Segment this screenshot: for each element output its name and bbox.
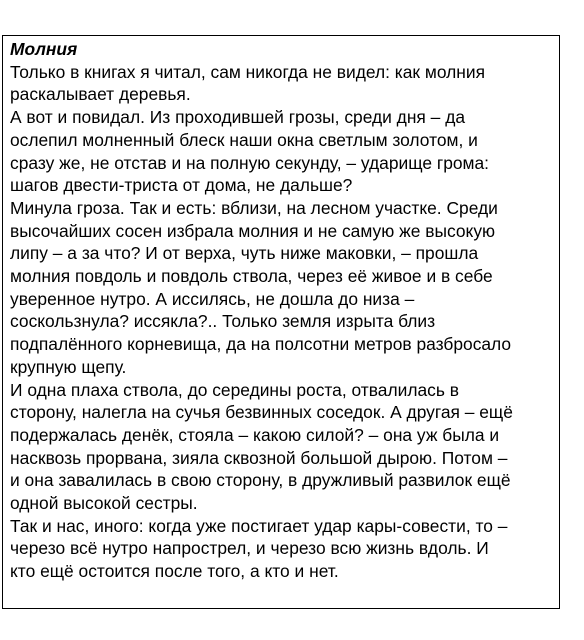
text-line: крупную щепу. <box>10 356 127 377</box>
text-box <box>2 35 560 609</box>
text-line: раскалывает деревья. <box>10 84 191 105</box>
text-line: кто ещё остоится после того, а кто и нет. <box>10 561 339 582</box>
text-line: сторону, налегла на сучья безвинных соседок. А другая – ещё <box>10 402 513 423</box>
text-line: А вот и повидал. Из проходившей грозы, среди дня – да <box>10 107 466 128</box>
text-line: высочайших сосен избрала молния и не самую же высокую <box>10 220 496 241</box>
text-line: черезо всё нутро напрострел, и черезо всю жизнь вдоль. И <box>10 538 489 559</box>
text-line: одной высокой сестры. <box>10 493 198 514</box>
text-line: Минула гроза. Так и есть: вблизи, на лесном участке. Среди <box>10 197 498 218</box>
text-line: Так и нас, иного: когда уже постигает удар кары-совести, то – <box>10 515 508 536</box>
text-line: и она завалилась в свою сторону, в дружливый развилок ещё <box>10 470 511 491</box>
text-line: подпалённого корневища, да на полсотни метров разбросало <box>10 334 512 355</box>
text-line: молния повдоль и повдоль ствола, через её живое и в себе <box>10 266 493 287</box>
text-line: липу – а за что? И от верха, чуть ниже маковки, – прошла <box>10 243 479 264</box>
text-line: подержалась денёк, стояла – какою силой? – она уж была и <box>10 424 500 445</box>
document-title: Молния <box>10 39 78 59</box>
text-line: И одна плаха ствола, до середины роста, отвалилась в <box>10 379 459 400</box>
text-line: шагов двести-триста от дома, не дальше? <box>10 175 353 196</box>
text-line: уверенное нутро. А иссилясь, не дошла до низа – <box>10 288 415 309</box>
text-line: соскользнула? иссякла?.. Только земля изрыта близ <box>10 311 436 332</box>
text-line: Только в книгах я читал, сам никогда не видел: как молния <box>10 61 486 82</box>
text-line: ослепил молненный блеск наши окна светлым золотом, и <box>10 129 478 150</box>
text-line: сразу же, не отстав и на полную секунду, – ударище грома: <box>10 152 489 173</box>
text-line: насквозь прорвана, зияла сквозной большой дырою. Потом – <box>10 447 508 468</box>
